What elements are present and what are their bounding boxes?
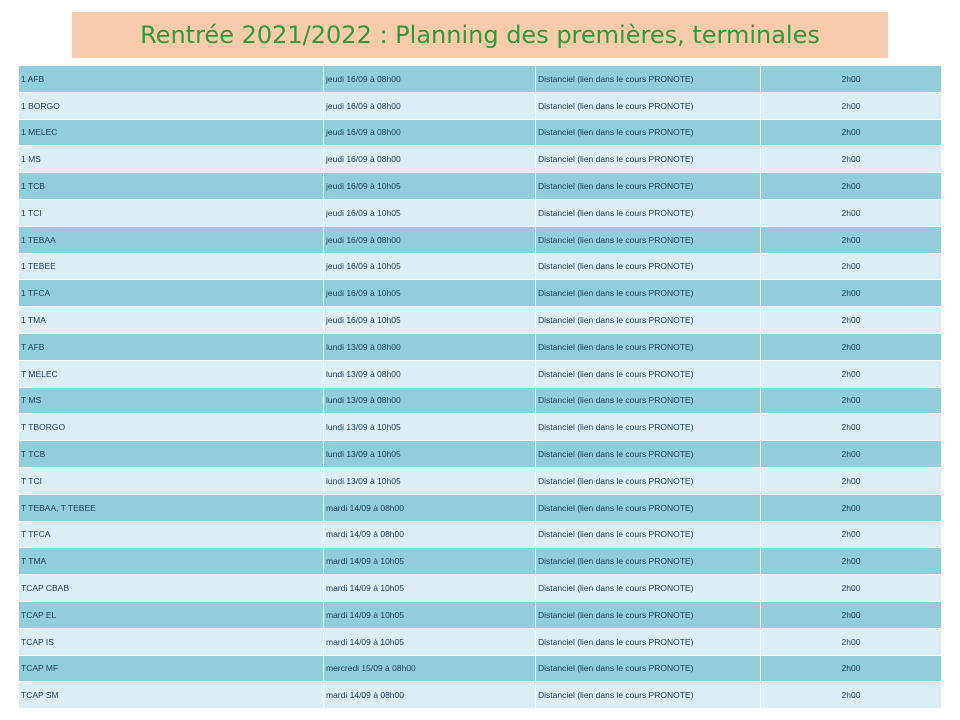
mode-cell: Distanciel (lien dans le cours PRONOTE) — [536, 441, 761, 468]
mode-cell: Distanciel (lien dans le cours PRONOTE) — [536, 119, 761, 146]
mode-cell: Distanciel (lien dans le cours PRONOTE) — [536, 253, 761, 280]
date-cell: mardi 14/09 à 10h05 — [324, 548, 536, 575]
date-cell: jeudi 16/09 à 10h05 — [324, 280, 536, 307]
table-row — [19, 199, 942, 226]
mode-cell: Distanciel (lien dans le cours PRONOTE) — [536, 146, 761, 173]
class-cell: 1 MELEC — [19, 119, 324, 146]
date-cell: lundi 13/09 à 08h00 — [324, 333, 536, 360]
duration-cell: 2h00 — [761, 655, 942, 682]
mode-cell: Distanciel (lien dans le cours PRONOTE) — [536, 655, 761, 682]
mode-cell: Distanciel (lien dans le cours PRONOTE) — [536, 387, 761, 414]
date-cell: jeudi 16/09 à 10h05 — [324, 253, 536, 280]
class-cell: T TEBAA, T TEBEE — [19, 494, 324, 521]
table-row — [19, 92, 942, 119]
class-cell: 1 BORGO — [19, 92, 324, 119]
table-row — [19, 494, 942, 521]
date-cell: lundi 13/09 à 08h00 — [324, 360, 536, 387]
mode-cell: Distanciel (lien dans le cours PRONOTE) — [536, 173, 761, 200]
table-row — [19, 66, 942, 93]
table-row — [19, 521, 942, 548]
date-cell: jeudi 16/09 à 10h05 — [324, 173, 536, 200]
table-row — [19, 333, 942, 360]
page-title: Rentrée 2021/2022 : Planning des premières, terminales — [140, 21, 820, 49]
mode-cell: Distanciel (lien dans le cours PRONOTE) — [536, 494, 761, 521]
class-cell: 1 TCB — [19, 173, 324, 200]
date-cell: jeudi 16/09 à 08h00 — [324, 146, 536, 173]
mode-cell: Distanciel (lien dans le cours PRONOTE) — [536, 521, 761, 548]
planning-table-body — [19, 66, 942, 709]
table-row — [19, 575, 942, 602]
duration-cell: 2h00 — [761, 682, 942, 709]
date-cell: mardi 14/09 à 08h00 — [324, 494, 536, 521]
class-cell: 1 TMA — [19, 307, 324, 334]
mode-cell: Distanciel (lien dans le cours PRONOTE) — [536, 226, 761, 253]
duration-cell: 2h00 — [761, 467, 942, 494]
table-row — [19, 682, 942, 709]
duration-cell: 2h00 — [761, 146, 942, 173]
duration-cell: 2h00 — [761, 119, 942, 146]
date-cell: jeudi 16/09 à 08h00 — [324, 226, 536, 253]
date-cell: mercredi 15/09 à 08h00 — [324, 655, 536, 682]
table-row — [19, 253, 942, 280]
date-cell: lundi 13/09 à 10h05 — [324, 414, 536, 441]
date-cell: mardi 14/09 à 08h00 — [324, 682, 536, 709]
date-cell: lundi 13/09 à 10h05 — [324, 467, 536, 494]
class-cell: TCAP IS — [19, 628, 324, 655]
duration-cell: 2h00 — [761, 173, 942, 200]
mode-cell: Distanciel (lien dans le cours PRONOTE) — [536, 467, 761, 494]
date-cell: jeudi 16/09 à 10h05 — [324, 199, 536, 226]
date-cell: jeudi 16/09 à 08h00 — [324, 119, 536, 146]
duration-cell: 2h00 — [761, 628, 942, 655]
mode-cell: Distanciel (lien dans le cours PRONOTE) — [536, 414, 761, 441]
date-cell: mardi 14/09 à 10h05 — [324, 601, 536, 628]
table-row — [19, 387, 942, 414]
class-cell: 1 TCI — [19, 199, 324, 226]
duration-cell: 2h00 — [761, 280, 942, 307]
class-cell: T AFB — [19, 333, 324, 360]
table-row — [19, 601, 942, 628]
table-row — [19, 628, 942, 655]
duration-cell: 2h00 — [761, 494, 942, 521]
table-row — [19, 119, 942, 146]
duration-cell: 2h00 — [761, 226, 942, 253]
duration-cell: 2h00 — [761, 253, 942, 280]
duration-cell: 2h00 — [761, 521, 942, 548]
class-cell: T TFCA — [19, 521, 324, 548]
table-row — [19, 548, 942, 575]
table-row — [19, 280, 942, 307]
mode-cell: Distanciel (lien dans le cours PRONOTE) — [536, 333, 761, 360]
mode-cell: Distanciel (lien dans le cours PRONOTE) — [536, 575, 761, 602]
class-cell: TCAP EL — [19, 601, 324, 628]
mode-cell: Distanciel (lien dans le cours PRONOTE) — [536, 548, 761, 575]
mode-cell: Distanciel (lien dans le cours PRONOTE) — [536, 92, 761, 119]
class-cell: T TBORGO — [19, 414, 324, 441]
table-row — [19, 173, 942, 200]
mode-cell: Distanciel (lien dans le cours PRONOTE) — [536, 280, 761, 307]
date-cell: lundi 13/09 à 08h00 — [324, 387, 536, 414]
duration-cell: 2h00 — [761, 199, 942, 226]
class-cell: 1 TFCA — [19, 280, 324, 307]
duration-cell: 2h00 — [761, 414, 942, 441]
date-cell: lundi 13/09 à 10h05 — [324, 441, 536, 468]
date-cell: mardi 14/09 à 10h05 — [324, 628, 536, 655]
class-cell: TCAP MF — [19, 655, 324, 682]
mode-cell: Distanciel (lien dans le cours PRONOTE) — [536, 628, 761, 655]
mode-cell: Distanciel (lien dans le cours PRONOTE) — [536, 199, 761, 226]
class-cell: T TCB — [19, 441, 324, 468]
duration-cell: 2h00 — [761, 387, 942, 414]
duration-cell: 2h00 — [761, 307, 942, 334]
planning-table — [18, 65, 942, 709]
duration-cell: 2h00 — [761, 575, 942, 602]
duration-cell: 2h00 — [761, 92, 942, 119]
duration-cell: 2h00 — [761, 548, 942, 575]
mode-cell: Distanciel (lien dans le cours PRONOTE) — [536, 682, 761, 709]
table-row — [19, 307, 942, 334]
duration-cell: 2h00 — [761, 360, 942, 387]
class-cell: 1 TEBEE — [19, 253, 324, 280]
class-cell: T TMA — [19, 548, 324, 575]
class-cell: TCAP SM — [19, 682, 324, 709]
table-row — [19, 441, 942, 468]
duration-cell: 2h00 — [761, 333, 942, 360]
table-row — [19, 414, 942, 441]
date-cell: jeudi 16/09 à 08h00 — [324, 92, 536, 119]
date-cell: mardi 14/09 à 08h00 — [324, 521, 536, 548]
duration-cell: 2h00 — [761, 601, 942, 628]
class-cell: T MS — [19, 387, 324, 414]
class-cell: 1 AFB — [19, 66, 324, 93]
table-row — [19, 226, 942, 253]
class-cell: T MELEC — [19, 360, 324, 387]
mode-cell: Distanciel (lien dans le cours PRONOTE) — [536, 66, 761, 93]
date-cell: mardi 14/09 à 10h05 — [324, 575, 536, 602]
table-row — [19, 655, 942, 682]
duration-cell: 2h00 — [761, 66, 942, 93]
date-cell: jeudi 16/09 à 08h00 — [324, 66, 536, 93]
title-banner — [72, 12, 888, 58]
class-cell: T TCI — [19, 467, 324, 494]
table-row — [19, 360, 942, 387]
mode-cell: Distanciel (lien dans le cours PRONOTE) — [536, 307, 761, 334]
mode-cell: Distanciel (lien dans le cours PRONOTE) — [536, 360, 761, 387]
duration-cell: 2h00 — [761, 441, 942, 468]
table-row — [19, 467, 942, 494]
table-row — [19, 146, 942, 173]
class-cell: 1 TEBAA — [19, 226, 324, 253]
date-cell: jeudi 16/09 à 10h05 — [324, 307, 536, 334]
class-cell: 1 MS — [19, 146, 324, 173]
mode-cell: Distanciel (lien dans le cours PRONOTE) — [536, 601, 761, 628]
class-cell: TCAP CBAB — [19, 575, 324, 602]
